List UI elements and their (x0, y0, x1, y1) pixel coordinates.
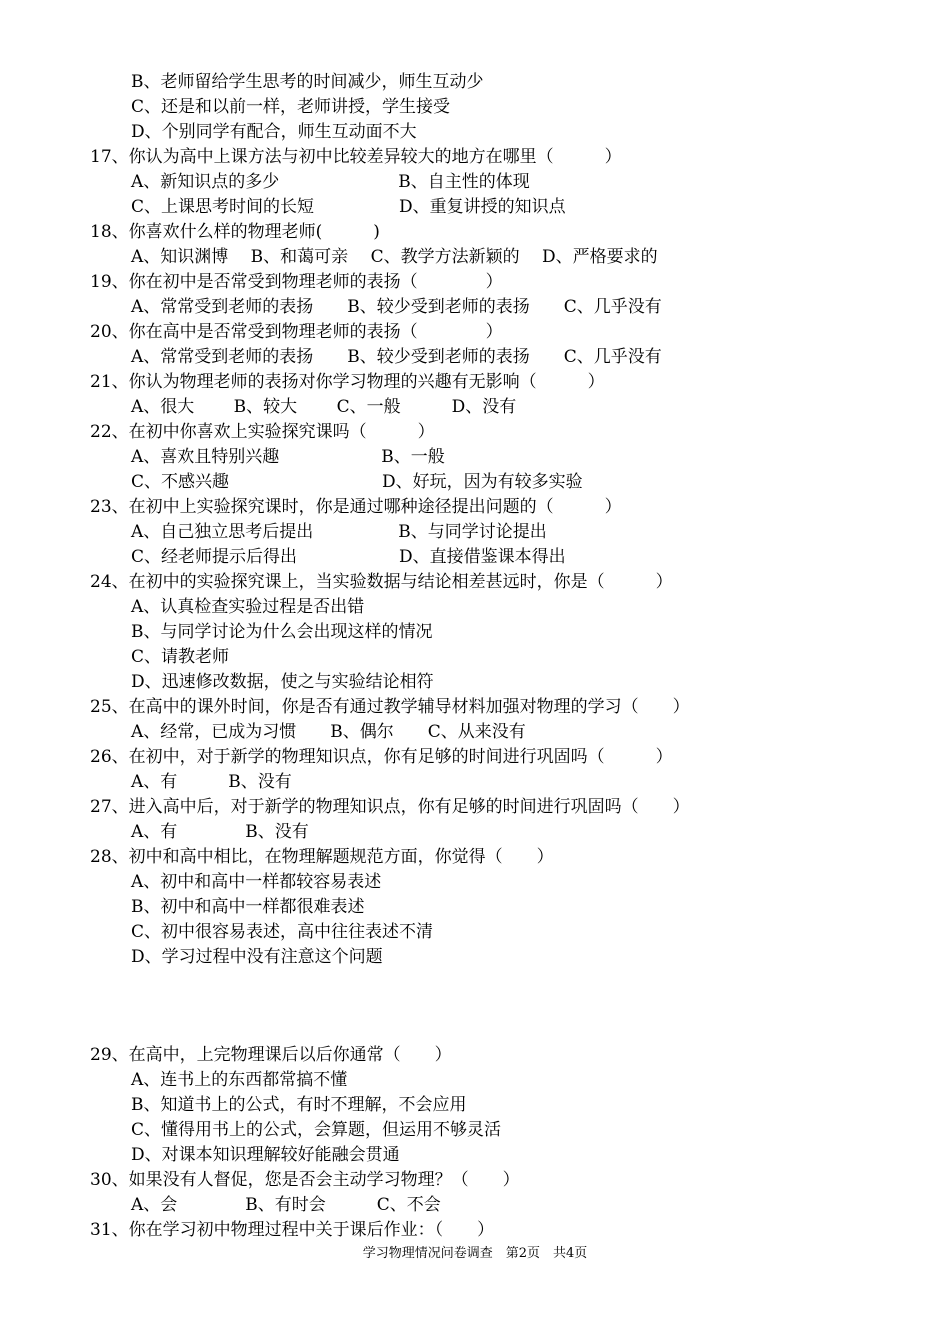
option-text: B、与同学讨论为什么会出现这样的情况 (131, 622, 433, 642)
option-text: A、喜欢且特别兴趣 B、一般 (131, 447, 445, 467)
option-text: C、还是和以前一样，老师讲授，学生接受 (131, 97, 451, 117)
option-text: B、老师留给学生思考的时间减少，师生互动少 (131, 72, 484, 92)
option-text: D、迅速修改数据，使之与实验结论相符 (131, 672, 434, 692)
option-text: D、对课本知识理解较好能融会贯通 (131, 1145, 400, 1165)
option-text: C、上课思考时间的长短 D、重复讲授的知识点 (131, 197, 566, 217)
question-text: 21、你认为物理老师的表扬对你学习物理的兴趣有无影响（ ） (90, 372, 605, 392)
question-text: 22、在初中你喜欢上实验探究课吗（ ） (90, 422, 435, 442)
option-text: A、会 B、有时会 C、不会 (131, 1195, 441, 1215)
question-text: 31、你在学习初中物理过程中关于课后作业：（ ） (90, 1220, 495, 1240)
option-text: A、新知识点的多少 B、自主性的体现 (131, 172, 530, 192)
option-text: A、连书上的东西都常搞不懂 (131, 1070, 348, 1090)
option-text: C、请教老师 (131, 647, 230, 667)
option-text: A、有 B、没有 (131, 772, 292, 792)
question-text: 26、在初中，对于新学的物理知识点，你有足够的时间进行巩固吗（ ） (90, 747, 673, 767)
option-text: D、学习过程中没有注意这个问题 (131, 947, 383, 967)
question-text: 17、你认为高中上课方法与初中比较差异较大的地方在哪里（ ） (90, 147, 622, 167)
option-text: C、不感兴趣 D、好玩，因为有较多实验 (131, 472, 583, 492)
option-text: C、初中很容易表述，高中往往表述不清 (131, 922, 434, 942)
question-text: 27、进入高中后，对于新学的物理知识点，你有足够的时间进行巩固吗（ ） (90, 797, 690, 817)
option-text: A、常常受到老师的表扬 B、较少受到老师的表扬 C、几乎没有 (131, 347, 662, 367)
option-text: A、自己独立思考后提出 B、与同学讨论提出 (131, 522, 547, 542)
question-text: 24、在初中的实验探究课上，当实验数据与结论相差甚远时，你是（ ） (90, 572, 673, 592)
option-text: B、知道书上的公式，有时不理解，不会应用 (131, 1095, 467, 1115)
option-text: A、知识渊博 B、和蔼可亲 C、教学方法新颖的 D、严格要求的 (131, 247, 658, 267)
question-text: 23、在初中上实验探究课时，你是通过哪种途径提出问题的（ ） (90, 497, 622, 517)
option-text: A、认真检查实验过程是否出错 (131, 597, 365, 617)
question-text: 19、你在初中是否常受到物理老师的表扬（ ） (90, 272, 503, 292)
option-text: A、常常受到老师的表扬 B、较少受到老师的表扬 C、几乎没有 (131, 297, 662, 317)
option-text: A、初中和高中一样都较容易表述 (131, 872, 382, 892)
page-footer: 学习物理情况问卷调查 第2页 共4页 (362, 1246, 588, 1261)
option-text: D、个别同学有配合，师生互动面不大 (131, 122, 417, 142)
question-text: 29、在高中，上完物理课后以后你通常（ ） (90, 1045, 452, 1065)
question-text: 28、初中和高中相比，在物理解题规范方面，你觉得（ ） (90, 847, 554, 867)
question-text: 20、你在高中是否常受到物理老师的表扬（ ） (90, 322, 503, 342)
question-text: 25、在高中的课外时间，你是否有通过教学辅导材料加强对物理的学习（ ） (90, 697, 690, 717)
question-text: 18、你喜欢什么样的物理老师( ) (90, 222, 380, 242)
question-text: 30、如果没有人督促，您是否会主动学习物理？（ ） (90, 1170, 520, 1190)
option-text: A、经常，已成为习惯 B、偶尔 C、从来没有 (131, 722, 526, 742)
option-text: B、初中和高中一样都很难表述 (131, 897, 365, 917)
option-text: C、懂得用书上的公式，会算题，但运用不够灵活 (131, 1120, 502, 1140)
option-text: A、很大 B、较大 C、一般 D、没有 (131, 397, 517, 417)
option-text: C、经老师提示后得出 D、直接借鉴课本得出 (131, 547, 566, 567)
option-text: A、有 B、没有 (131, 822, 309, 842)
